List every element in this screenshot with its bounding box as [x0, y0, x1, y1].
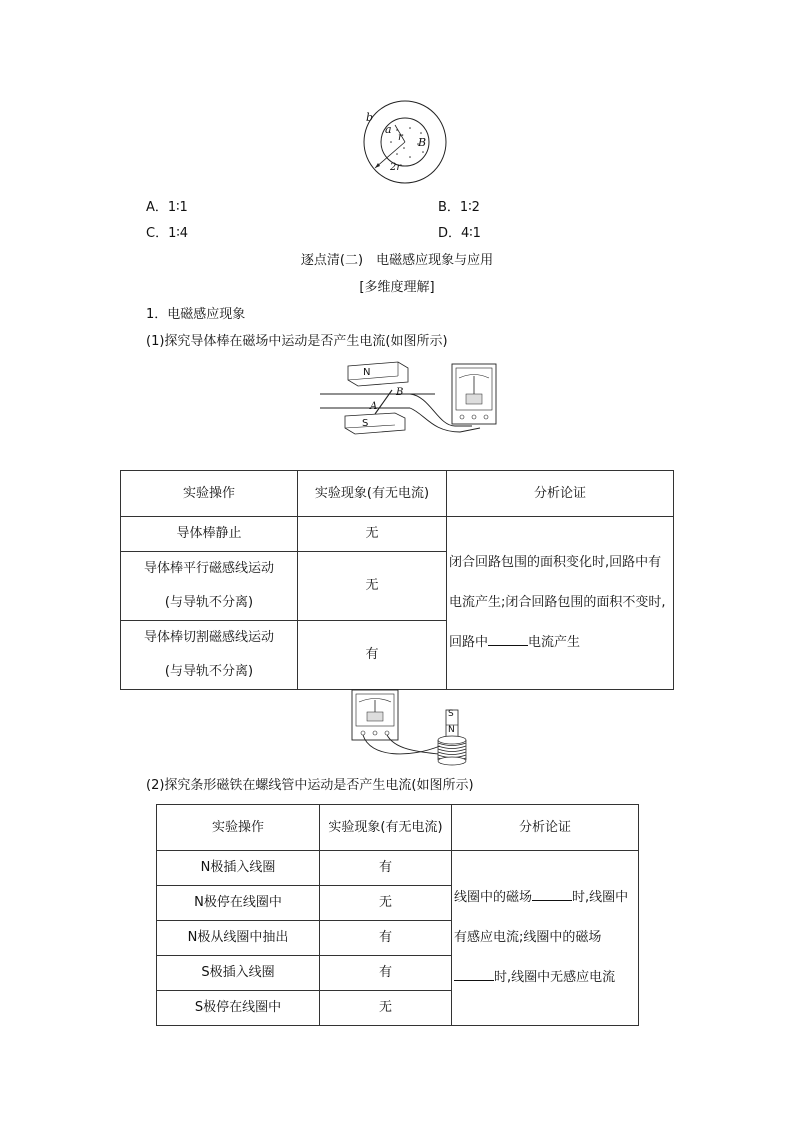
label-B: B — [418, 136, 427, 149]
table1-analysis-cell — [447, 517, 674, 690]
table1-row2-result: 无 — [298, 552, 447, 621]
table2-row4-result: 有 — [320, 956, 452, 991]
label-b: b — [366, 111, 374, 124]
table2-analysis-text2: 时,线圈中有感应电流;线圈中的磁场 — [454, 890, 629, 945]
option-b[interactable]: B．1∶2 — [438, 200, 480, 215]
table1-row2-op-line1: 导体棒平行磁感线运动 — [143, 561, 274, 576]
option-d[interactable]: D．4∶1 — [438, 226, 481, 241]
table2-header-analysis: 分析论证 — [452, 805, 639, 851]
table1-answer-blank[interactable] — [488, 631, 528, 646]
table-magnet-experiment — [156, 804, 639, 1026]
table2-row2-result: 无 — [320, 886, 452, 921]
part2-title: (2)探究条形磁铁在螺线管中运动是否产生电流(如图所示) — [146, 778, 474, 793]
table2-row4-op: S极插入线圈 — [157, 956, 320, 991]
label-a: a — [385, 123, 392, 136]
option-c[interactable]: C．1∶4 — [146, 226, 189, 241]
table2-header-phenomenon: 实验现象(有无电流) — [320, 805, 452, 851]
rail-galvanometer-figure — [320, 356, 500, 440]
label-B: B — [396, 387, 404, 398]
table1-analysis-text2: 电流产生 — [528, 635, 581, 650]
section-heading: 逐点清(二) 电磁感应现象与应用 — [300, 253, 494, 268]
table1-row2-op-line2: (与导轨不分离) — [164, 595, 254, 610]
magnet-label-n: N — [448, 725, 455, 735]
concentric-circles-figure — [355, 100, 465, 185]
label-r: r — [398, 132, 403, 143]
label-n-pole: N — [363, 367, 371, 378]
label-s-pole: S — [362, 418, 369, 429]
table1-header-analysis: 分析论证 — [447, 471, 674, 517]
table2-answer-blank-1[interactable] — [532, 886, 572, 901]
table2-row3-result: 有 — [320, 921, 452, 956]
table1-analysis-text1: 闭合回路包围的面积变化时,回路中有电流产生;闭合回路包围的面积不变时,回路中 — [449, 555, 666, 650]
table2-header-operation: 实验操作 — [157, 805, 320, 851]
table2-row1-op: N极插入线圈 — [157, 851, 320, 886]
table-conductor-experiment — [120, 470, 674, 690]
table2-row1-result: 有 — [320, 851, 452, 886]
table1-header-phenomenon: 实验现象(有无电流) — [298, 471, 447, 517]
table1-row1-op: 导体棒静止 — [121, 517, 298, 552]
table1-header-operation: 实验操作 — [121, 471, 298, 517]
table2-row3-op: N极从线圈中抽出 — [157, 921, 320, 956]
table1-row3-op-line1: 导体棒切割磁感线运动 — [143, 630, 274, 645]
section-subheading: [多维度理解] — [359, 280, 435, 295]
table2-row2-op: N极停在线圈中 — [157, 886, 320, 921]
part1-title: (1)探究导体棒在磁场中运动是否产生电流(如图所示) — [146, 334, 448, 349]
table2-answer-blank-2[interactable] — [454, 966, 494, 981]
table2-analysis-text1: 线圈中的磁场 — [454, 890, 533, 905]
rail-diagram — [320, 356, 500, 440]
option-a[interactable]: A．1∶1 — [146, 200, 188, 215]
table1-row3-op-line2: (与导轨不分离) — [164, 664, 254, 679]
table2-analysis-cell — [452, 851, 639, 1026]
label-2r: 2r — [390, 162, 402, 173]
table2-analysis-text3: 时,线圈中无感应电流 — [494, 970, 616, 985]
solenoid-galvanometer-figure — [350, 688, 470, 768]
magnet-label-s: S — [448, 709, 454, 719]
table1-row2-op — [121, 552, 298, 621]
label-A: A — [370, 401, 378, 412]
table1-row3-op — [121, 621, 298, 690]
table1-row3-result: 有 — [298, 621, 447, 690]
table2-row5-result: 无 — [320, 991, 452, 1026]
table1-row1-result: 无 — [298, 517, 447, 552]
item1-title: 1．电磁感应现象 — [146, 307, 246, 322]
table2-row5-op: S极停在线圈中 — [157, 991, 320, 1026]
